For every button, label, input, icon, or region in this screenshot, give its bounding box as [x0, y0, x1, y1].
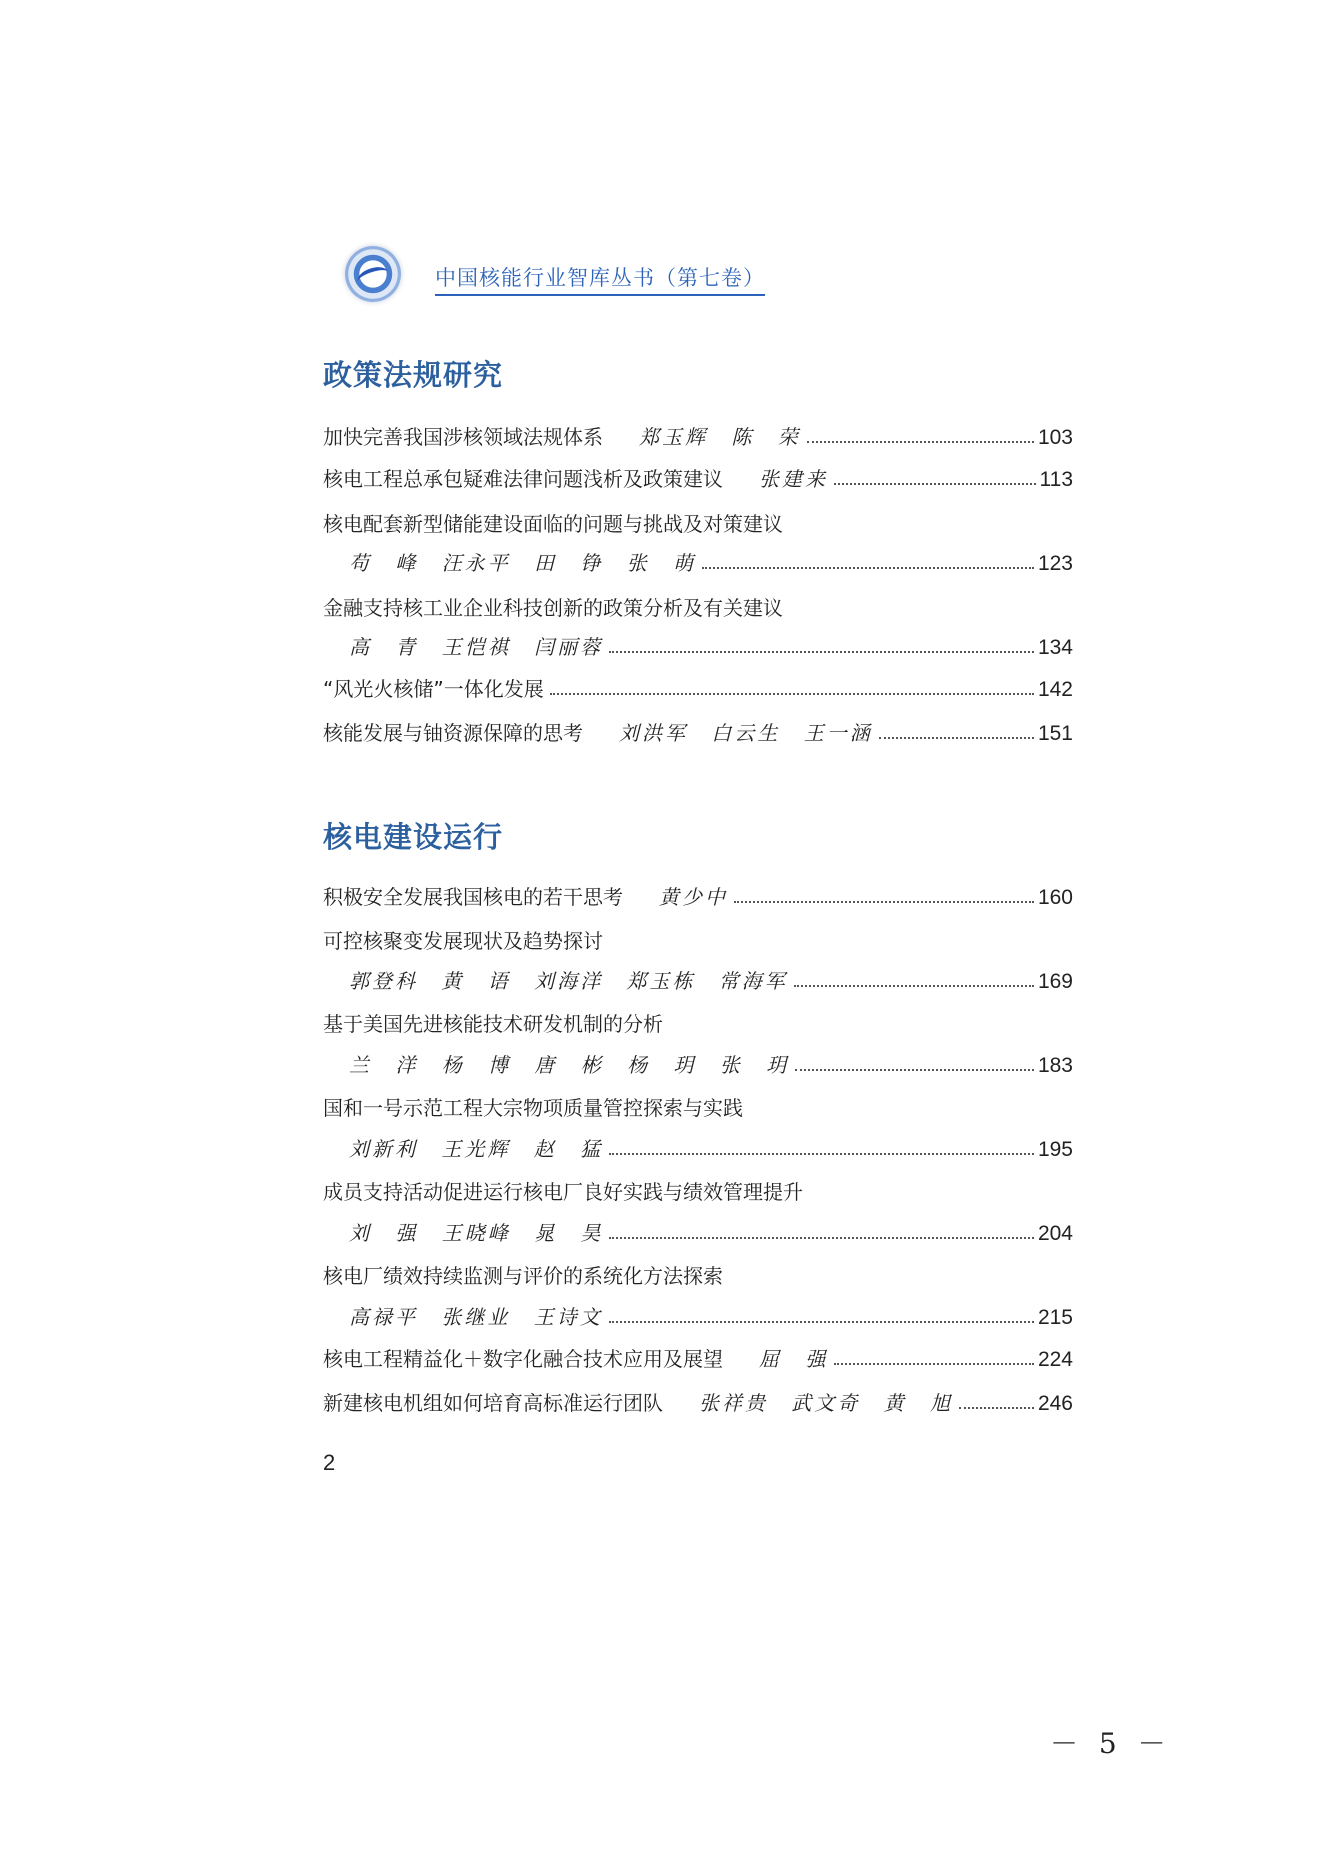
entry-title: “风光火核储”一体化发展: [323, 677, 544, 701]
association-logo-icon: [345, 246, 401, 302]
leader-dots: [794, 985, 1034, 987]
toc-entry[interactable]: [349, 1048, 1073, 1078]
entry-page: 246: [1037, 1392, 1073, 1415]
leader-dots: [795, 1069, 1034, 1071]
outer-page-number: － 5 －: [1050, 1727, 1172, 1760]
toc-entry[interactable]: [349, 630, 1073, 660]
entry-title[interactable]: 核电配套新型储能建设面临的问题与挑战及对策建议: [323, 512, 783, 536]
entry-title: 核电工程总承包疑难法律问题浅析及政策建议: [323, 467, 723, 491]
entry-page: 123: [1037, 552, 1073, 575]
leader-dots: [609, 1153, 1034, 1155]
entry-authors: 黄少中: [659, 885, 728, 909]
series-title: 中国核能行业智库丛书（第七卷）: [435, 262, 765, 296]
leader-dots: [834, 1363, 1034, 1365]
entry-authors: 张祥贵 武文奇 黄 旭: [699, 1391, 954, 1415]
leader-dots: [879, 737, 1034, 739]
entry-page: 113: [1039, 468, 1073, 491]
entry-authors: 高 青 王恺祺 闫丽蓉: [349, 635, 604, 659]
entry-title: 新建核电机组如何培育高标准运行团队: [323, 1391, 663, 1415]
entry-title: 核能发展与铀资源保障的思考: [323, 721, 583, 745]
leader-dots: [734, 901, 1034, 903]
entry-page: 160: [1037, 886, 1073, 909]
leader-dots: [609, 651, 1034, 653]
toc-entry[interactable]: [323, 420, 1073, 450]
toc-entry[interactable]: [323, 672, 1073, 702]
entry-title[interactable]: 核电厂绩效持续监测与评价的系统化方法探索: [323, 1264, 723, 1288]
leader-dots: [702, 567, 1034, 569]
entry-page: 142: [1037, 678, 1073, 701]
entry-authors: 郑玉辉 陈 荣: [639, 425, 801, 449]
leader-dots: [959, 1407, 1034, 1409]
entry-title: 积极安全发展我国核电的若干思考: [323, 885, 623, 909]
toc-entry[interactable]: [323, 716, 1073, 746]
entry-page: 151: [1037, 722, 1073, 745]
toc-entry[interactable]: [323, 462, 1073, 492]
section-title-policy: 政策法规研究: [323, 358, 504, 392]
entry-page: 183: [1037, 1054, 1073, 1077]
entry-page: 169: [1037, 970, 1073, 993]
toc-entry[interactable]: [349, 1300, 1073, 1330]
entry-title[interactable]: 基于美国先进核能技术研发机制的分析: [323, 1012, 663, 1036]
section-title-construction: 核电建设运行: [323, 820, 504, 854]
entry-title[interactable]: 金融支持核工业企业科技创新的政策分析及有关建议: [323, 596, 783, 620]
entry-authors: 高禄平 张继业 王诗文: [349, 1305, 603, 1329]
entry-authors: 兰 洋 杨 博 唐 彬 杨 玥 张 玥: [349, 1053, 790, 1077]
leader-dots: [550, 693, 1034, 695]
series-header: [345, 240, 765, 300]
toc-entry[interactable]: [323, 880, 1073, 910]
leader-dots: [609, 1237, 1034, 1239]
toc-entry[interactable]: [323, 1342, 1073, 1372]
entry-page: 134: [1037, 636, 1073, 659]
entry-authors: 郭登科 黄 语 刘海洋 郑玉栋 常海军: [349, 969, 788, 993]
leader-dots: [834, 483, 1036, 485]
entry-title: 加快完善我国涉核领域法规体系: [323, 425, 603, 449]
toc-entry[interactable]: [349, 1132, 1073, 1162]
entry-page: 103: [1037, 426, 1073, 449]
leader-dots: [807, 441, 1034, 443]
entry-page: 224: [1037, 1348, 1073, 1371]
entry-page: 215: [1037, 1306, 1073, 1329]
entry-authors: 刘新利 王光辉 赵 猛: [349, 1137, 604, 1161]
entry-page: 195: [1037, 1138, 1073, 1161]
entry-title[interactable]: 成员支持活动促进运行核电厂良好实践与绩效管理提升: [323, 1180, 803, 1204]
entry-title[interactable]: 可控核聚变发展现状及趋势探讨: [323, 929, 603, 953]
entry-title[interactable]: 国和一号示范工程大宗物项质量管控探索与实践: [323, 1096, 743, 1120]
entry-page: 204: [1037, 1222, 1073, 1245]
toc-entry[interactable]: [323, 1386, 1073, 1416]
entry-authors: 苟 峰 汪永平 田 铮 张 萌: [349, 551, 697, 575]
leader-dots: [609, 1321, 1034, 1323]
inner-page-number: 2: [323, 1450, 336, 1475]
entry-authors: 屈 强: [759, 1347, 829, 1371]
entry-title: 核电工程精益化＋数字化融合技术应用及展望: [323, 1347, 723, 1371]
toc-entry[interactable]: [349, 546, 1073, 576]
toc-entry[interactable]: [349, 1216, 1073, 1246]
entry-authors: 张建来: [759, 467, 828, 491]
entry-authors: 刘 强 王晓峰 晁 昊: [349, 1221, 604, 1245]
entry-authors: 刘洪军 白云生 王一涵: [619, 721, 873, 745]
toc-entry[interactable]: [349, 964, 1073, 994]
